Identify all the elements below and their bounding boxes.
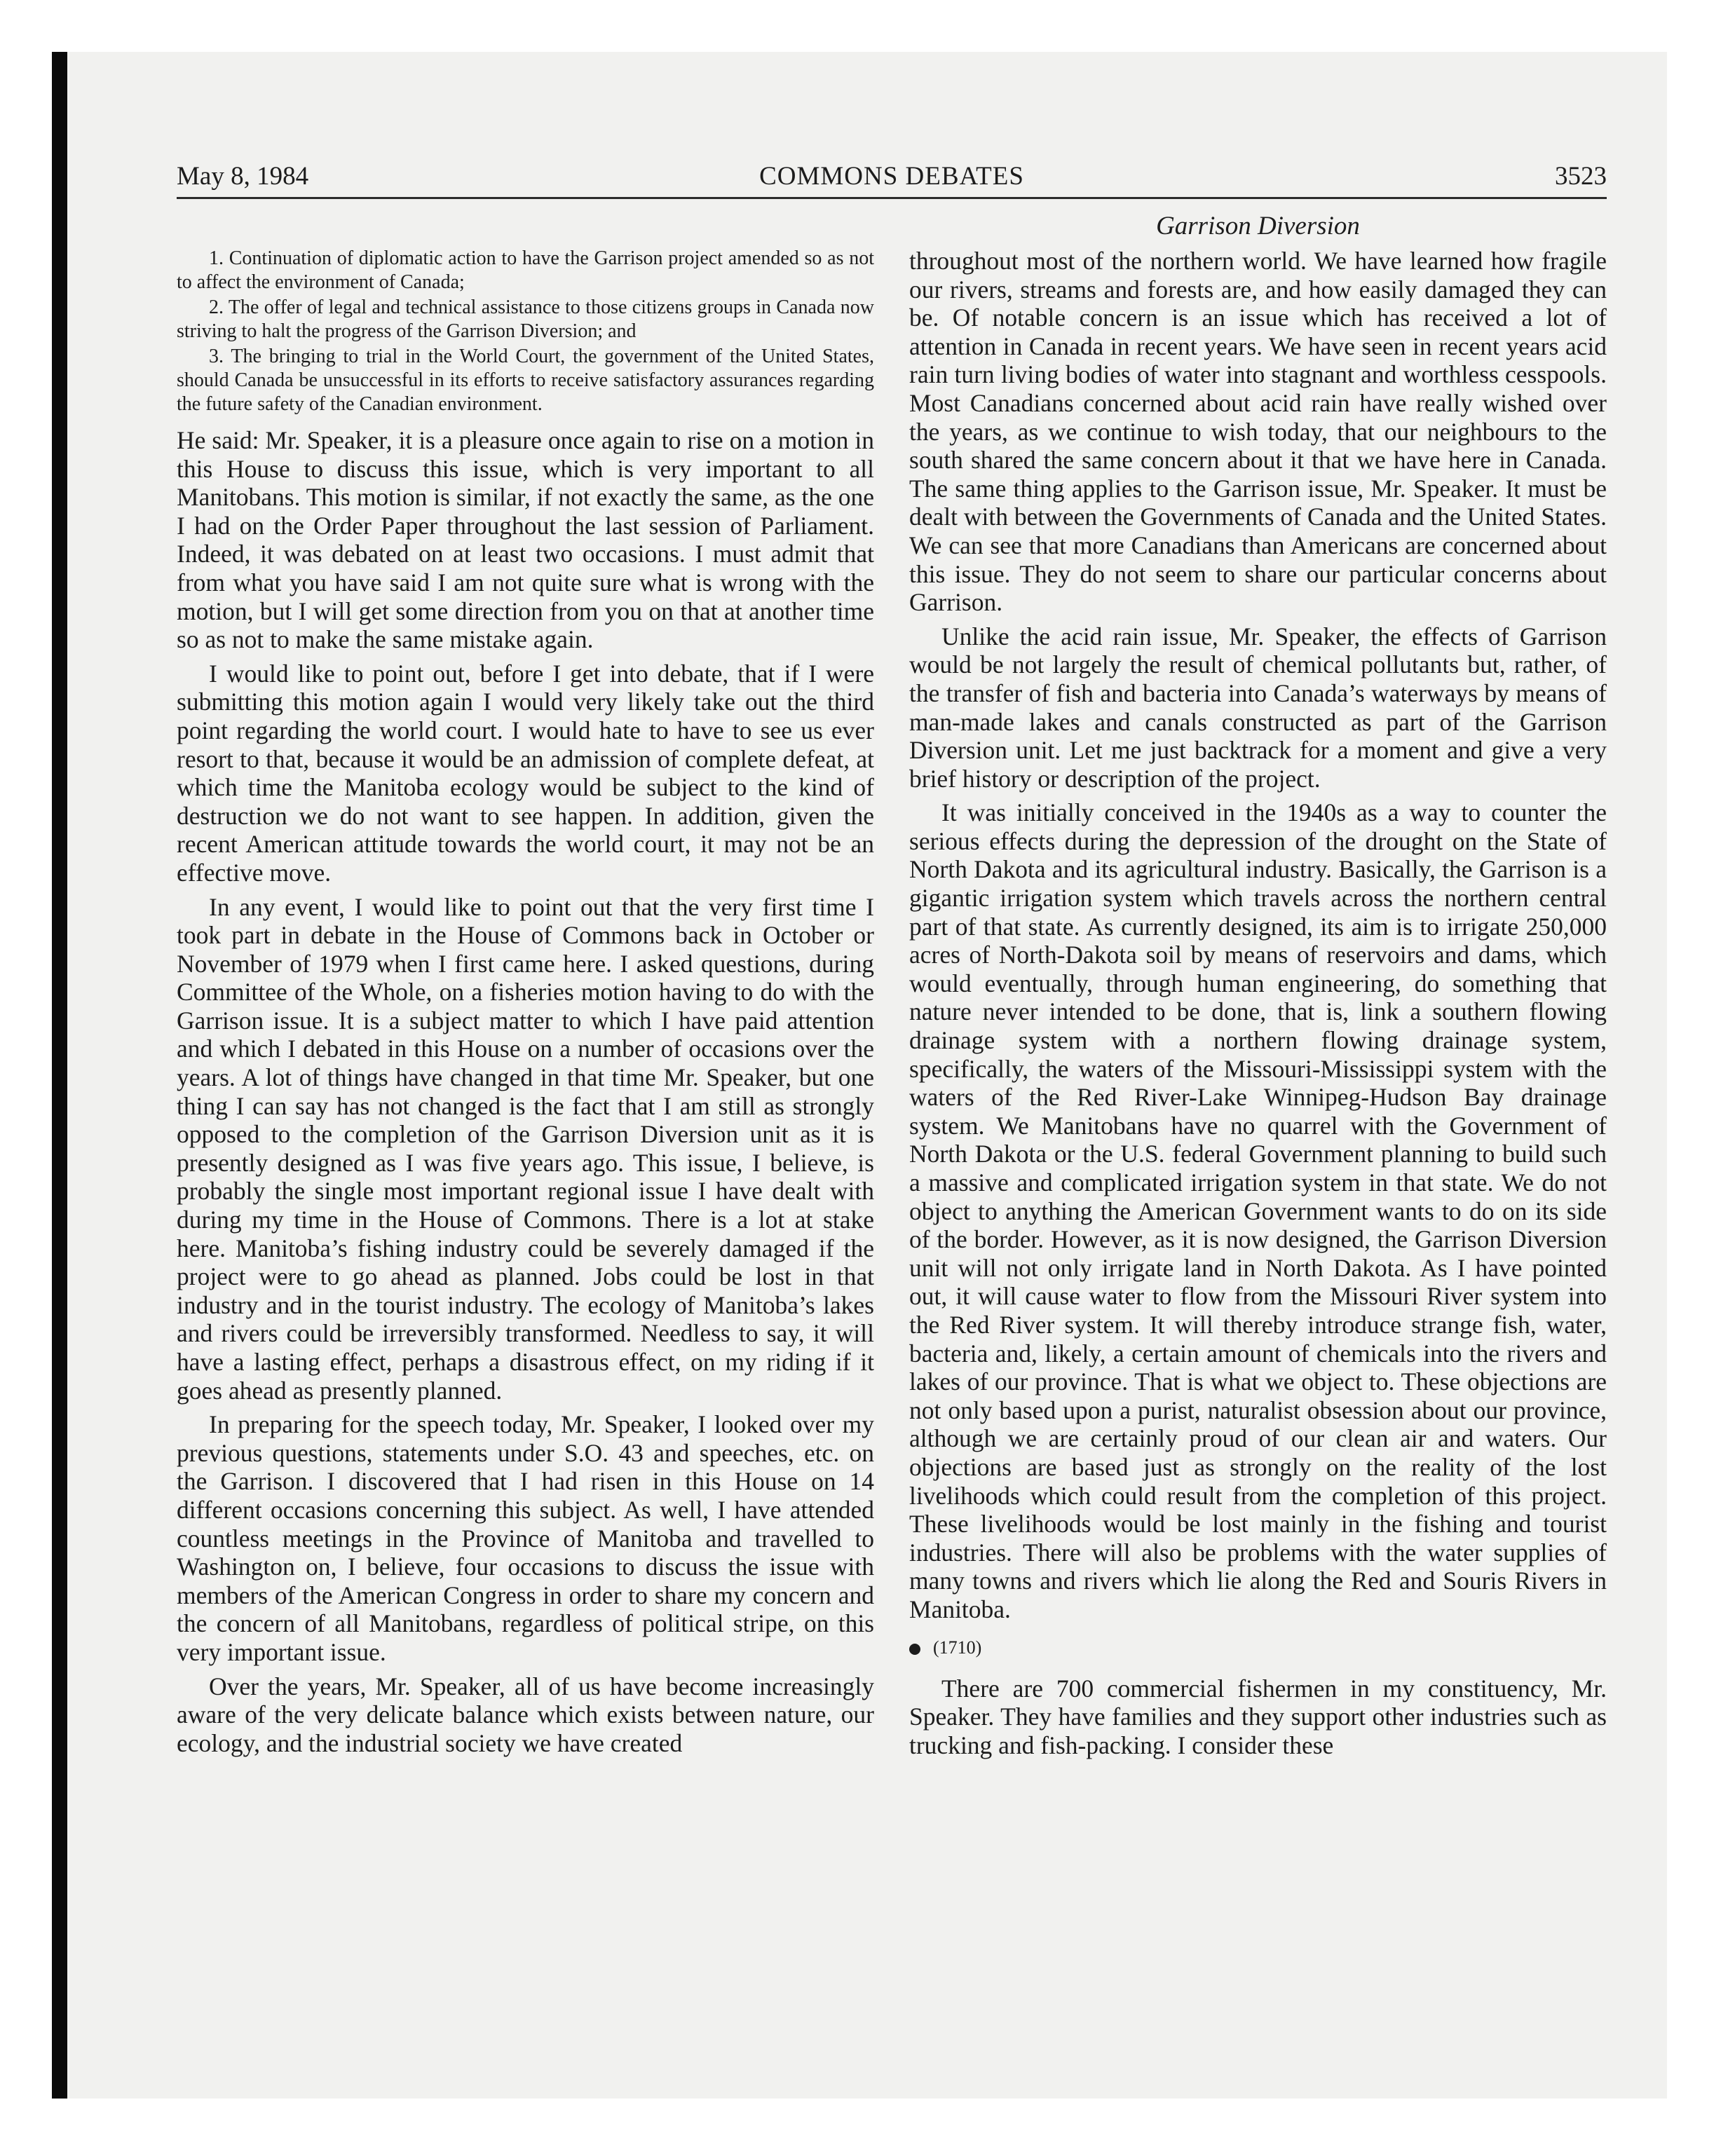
speech-paragraph: In preparing for the speech today, Mr. Speaker, I looked over my previous questions, statements under S.O. 43 and speeches, etc. on the Garrison. I discovered that I had risen in this House on 14 different occasions concerning this subject. As well, I have attended countless meetings in the Province of Manitoba and travelled to Washington on, I believe, four occasions to discuss the issue with members of the American Congress in order to share my concern and the concern of all Manitobans, regardless of political stripe, on this very important issue. [177,1410,874,1666]
time-marker [909,1634,1607,1662]
scan-border [52,52,67,2099]
speech-paragraph: It was initially conceived in the 1940s as a way to counter the serious effects during the depression of the drought on the State of North Dakota and its agricultural industry. Basically, the Garrison is a gigantic irrigation system which travels across the northern central part of that state. As currently designed, its aim is to irrigate 250,000 acres of North-Dakota soil by means of reservoirs and dams, which would eventually, through human engineering, do something that nature never intended to be done, that is, link a southern flowing drainage system with a northern flowing drainage system, specifically, the waters of the Missouri-Mississippi system with the waters of the Red River-Lake Winnipeg-Hudson Bay drainage system. We Manitobans have no quarrel with the Government of North Dakota or the U.S. federal Government planning to build such a massive and complicated irrigation system in that state. We do not object to anything the American Government wants to do on its side of the border. However, as it is now designed, the Garrison Diversion unit will not only irrigate land in North Dakota. As I have pointed out, it will cause water to flow from the Missouri River system into the Red River system. It will thereby introduce strange fish, water, bacteria and, likely, a certain amount of chemicals into the rivers and lakes of our province. That is what we object to. These objections are not only based upon a purist, naturalist obsession about our province, although we are certainly proud of our clean air and waters. Our objections are based just as strongly on the reality of the lost livelihoods which could result from the completion of this project. These livelihoods would be lost mainly in the fishing and tourist industries. There will also be problems with the water supplies of many towns and rivers which lie along the Red and Souris Rivers in Manitoba. [909,798,1607,1623]
speech-paragraph: He said: Mr. Speaker, it is a pleasure once again to rise on a motion in this House to discuss this issue, which is very important to all Manitobans. This motion is similar, if not exactly the same, as the one I had on the Order Paper throughout the last session of Parliament. Indeed, it was debated on at least two occasions. I must admit that from what you have said I am not quite sure what is wrong with the motion, but I will get some direction from you on that at another time so as not to make the same mistake again. [177,426,874,654]
speech-paragraph: throughout most of the northern world. We have learned how fragile our rivers, streams and forests are, and how easily damaged they can be. Of notable concern is an issue which has received a lot of attention in Canada in recent years. We have seen in recent years acid rain turn living bodies of water into stagnant and worthless cesspools. Most Canadians concerned about acid rain have really wished over the years, as we continue to wish today, that our neighbours to the south shared the same concern about it that we have here in Canada. The same thing applies to the Garrison issue, Mr. Speaker. It must be dealt with between the Governments of Canada and the United States. We can see that more Canadians than Americans are concerned about this issue. They do not seem to share our particular concerns about Garrison. [909,247,1607,617]
running-head [177,160,1607,199]
header-rule [177,197,1607,199]
motion-item: 3. The bringing to trial in the World Court, the government of the United States, should Canada be unsuccessful in its efforts to receive satisfactory assurances regarding the future safety of the Canadian environment. [177,346,874,415]
speech-paragraph: I would like to point out, before I get into debate, that if I were submitting this motion again I would very likely take out the third point regarding the world court. I would hate to have to see us ever resort to that, because it would be an admission of complete defeat, at which time the Manitoba ecology would be subject to the kind of destruction we do not want to see happen. In addition, given the recent American attitude towards the world court, it may not be an effective move. [177,659,874,887]
page-number: 3523 [1555,162,1607,191]
left-column [177,247,874,1763]
section-heading: Garrison Diversion [1156,212,1360,240]
publication-title: COMMONS DEBATES [759,162,1024,191]
header-date: May 8, 1984 [177,162,309,191]
motion-item: 1. Continuation of diplomatic action to have the Garrison project amended so as not to affect the environment of Canada; [177,247,874,293]
speech-paragraph: In any event, I would like to point out that the very first time I took part in debate in the House of Commons back in October or November of 1979 when I first came here. I asked questions, during Committee of the Whole, on a fisheries motion having to do with the Garrison issue. It is a subject matter to which I have paid attention and which I debated in this House on a number of occasions over the years. A lot of things have changed in that time Mr. Speaker, but one thing I can say has not changed is the fact that I am still as strongly opposed to the completion of the Garrison Diversion unit as it is presently designed as I was five years ago. This issue, I believe, is probably the single most important regional issue I have dealt with during my time in the House of Commons. There is a lot at stake here. Manitoba’s fishing industry could be severely damaged if the project were to go ahead as planned. Jobs could be lost in that industry and in the tourist industry. The ecology of Manitoba’s lakes and rivers could be irreversibly transformed. Needless to say, it will have a lasting effect, perhaps a disastrous effect, on my riding if it goes ahead as presently planned. [177,892,874,1405]
speech-paragraph: There are 700 commercial fishermen in my constituency, Mr. Speaker. They have families and they support other industries such as trucking and fish-packing. I consider these [909,1674,1607,1759]
speech-paragraph: Over the years, Mr. Speaker, all of us have become increasingly aware of the very delicate balance which exists between nature, our ecology, and the industrial society we have created [177,1672,874,1757]
motion-item: 2. The offer of legal and technical assistance to those citizens groups in Canada now striving to halt the progress of the Garrison Diversion; and [177,296,874,342]
speech-paragraph: Unlike the acid rain issue, Mr. Speaker, the effects of Garrison would be not largely the result of chemical pollutants but, rather, of the transfer of fish and bacteria into Canada’s waterways by means of man-made lakes and canals constructed as part of the Garrison Diversion unit. Let me just backtrack for a moment and give a very brief history or description of the project. [909,622,1607,793]
bullet-icon [909,1644,920,1655]
time-marker-label: (1710) [933,1637,982,1658]
right-column [909,210,1607,1765]
motion-text [177,247,874,416]
